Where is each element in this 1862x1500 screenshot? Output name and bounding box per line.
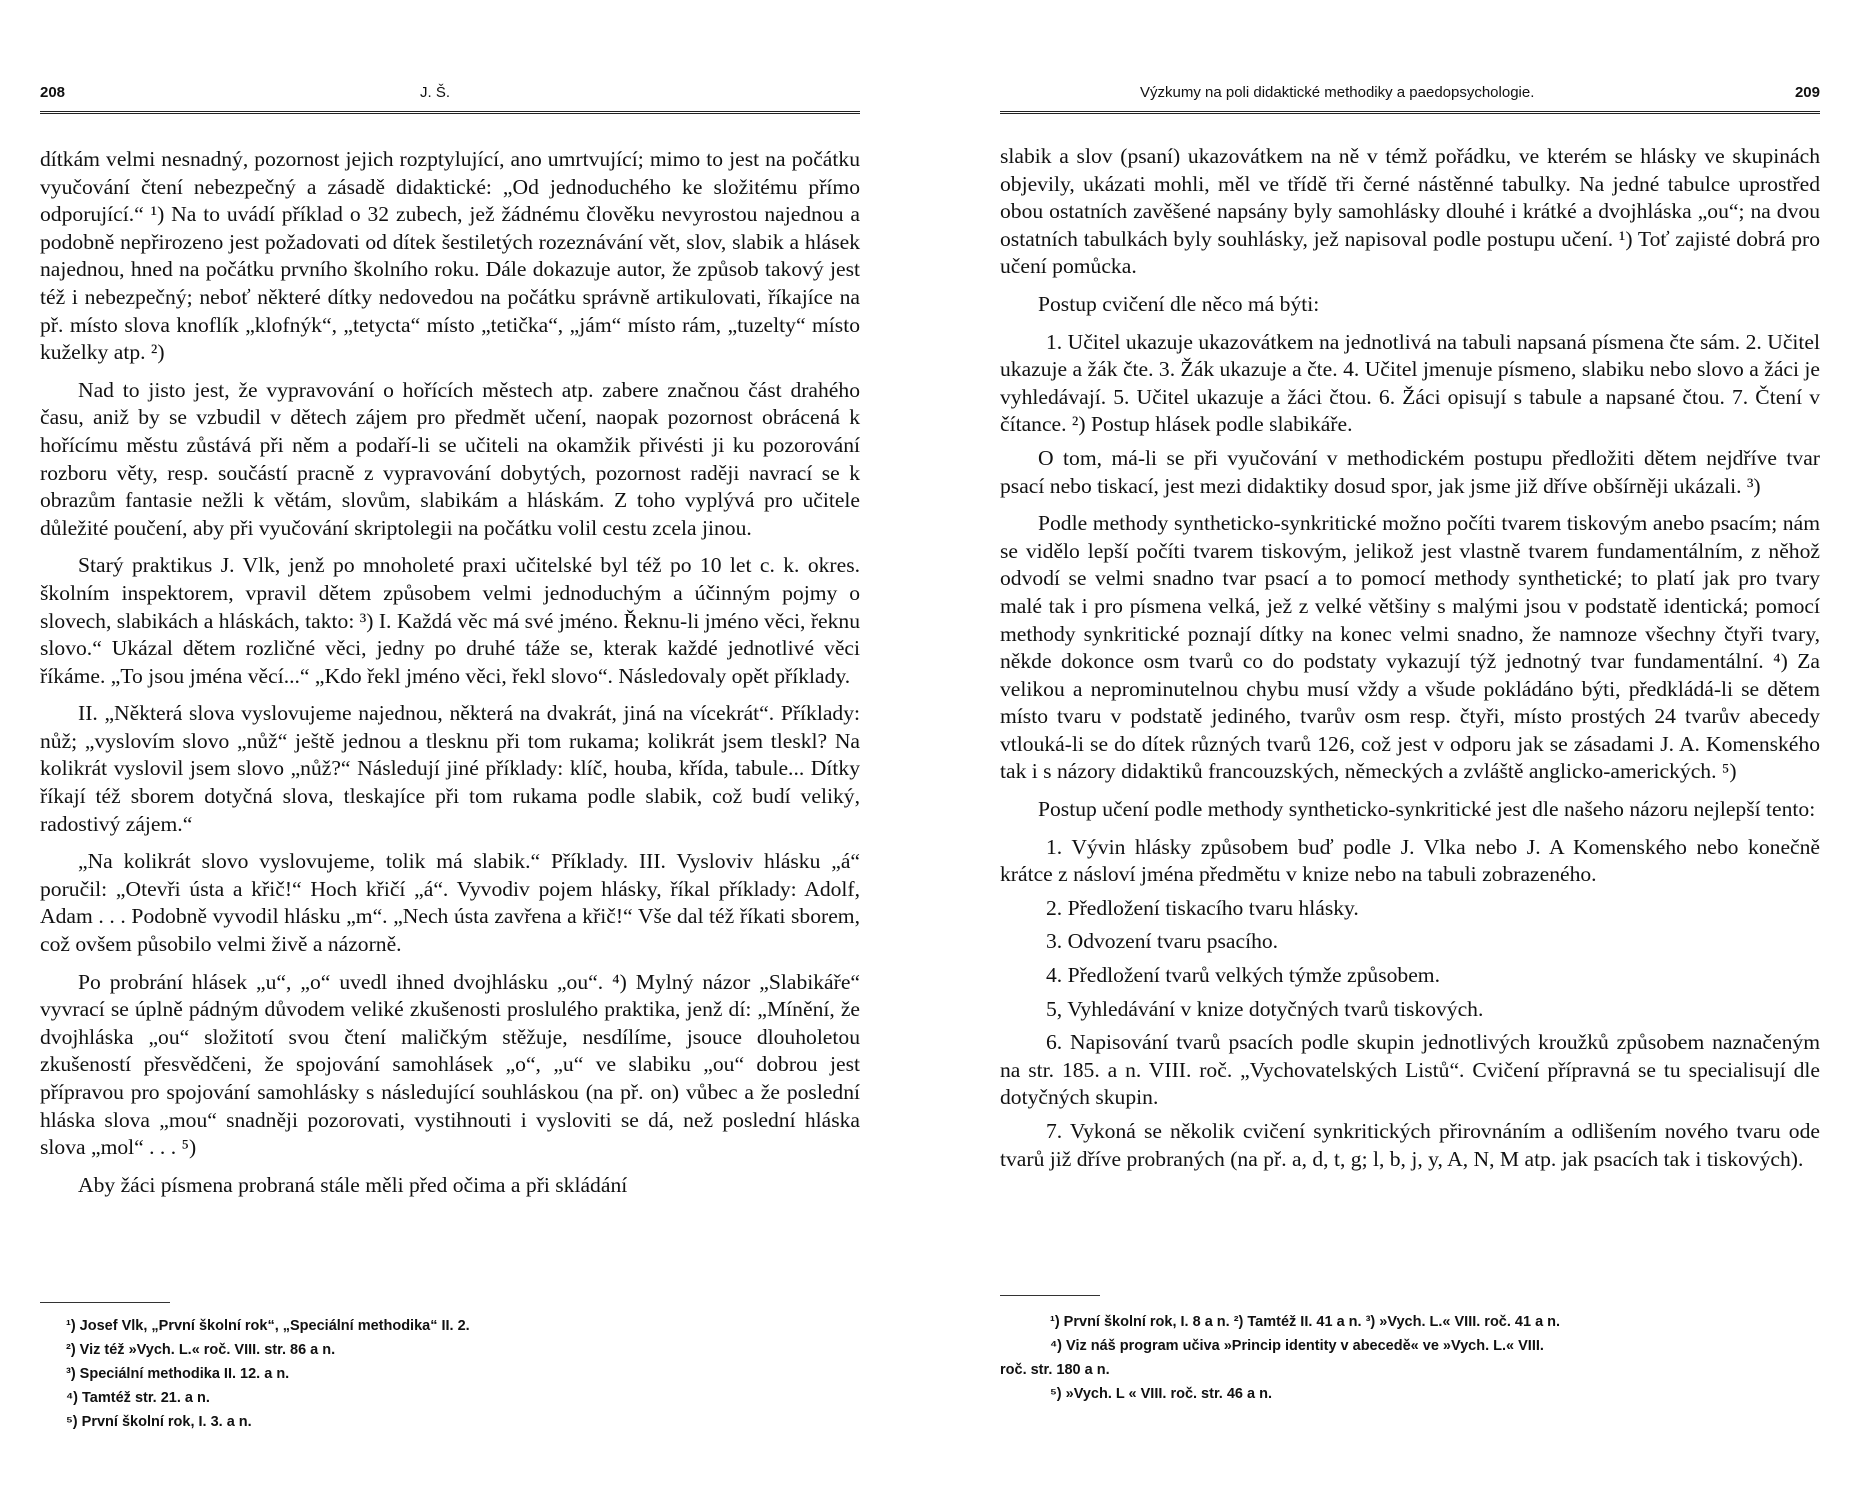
list-item: 5, Vyhledávání v knize dotyčných tvarů tiskových. [1046,996,1484,1021]
left-page-header [40,84,860,106]
paragraph: II. „Některá slova vyslovujeme najednou, některá na dvakrát, jiná na vícekrát“. Příklady: nůž; „vyslovím slovo „nůž“ ještě jednou a tlesknu při tom rukama; kolikrát jsem tleskl? Na kolikrát vyslovil jsem slovo „nůž?“ Následují jiné příklady: klíč, houba, křída, tabule... Dítky říkají též sborem dotyčná slova, tleskajíce při tom rukama podle slabik, což budí veliký, radostivý zájem.“ [40,701,860,836]
footnotes [1000,1310,1820,1406]
paragraph: slabik a slov (psaní) ukazovátkem na ně v témž pořádku, ve kterém se hlásky ve skupinách objevily, ukázati mohli, měl ve třídě tři černé nástěnné tabulky. Na jedné tabulce uprostřed obou ostatních zavěšené napsány byly samohlásky dlouhé i krátké a dvojhláska „ou“; na dvou ostatních tabulkách byly souhlásky, jež napisoval podle postupu učení. ¹) Toť zajisté dobrá pro učení pomůcka. [1000,144,1820,279]
page-number: 209 [1794,84,1820,101]
right-page-header [1000,84,1820,106]
footnote: ⁵) První školní rok, I. 3. a n. [66,1414,252,1430]
footnote: ³) Speciální methodika II. 12. a n. [66,1366,290,1382]
paragraph: O tom, má-li se při vyučování v methodickém postupu předložiti dětem nejdříve tvar psací nebo tiskací, jest mezi didaktiky dosud spor, jak jsme již dříve obšírněji ukázali. ³) [1000,445,1820,498]
paragraph: dítkám velmi nesnadný, pozornost jejich rozptylující, ano umrtvující; mimo to jest na počátku vyučování čtení nebezpečný a zásadě didaktické: „Od jednoduchého ke složitému přímo odporující.“ ¹) Na to uvádí příklad o 32 zubech, jež žádnému člověku nevyrostou najednou a podobně nepřirozeno jest požadovati od dítek šestiletých rozeznávání vět, slov, slabik a hlásek najednou, hned na počátku prvního školního roku. Dále dokazuje autor, že způsob takový jest též i nebezpečný; neboť některé dítky nedovedou na počátku správně artikulovati, říkajíce na př. místo slova knoflík „klofnýk“, „tetycta“ místo „tetička“, „jám“ místo rám, „tuzelty“ místo kuželky atp. ²) [40,147,860,365]
list-item: 6. Napisování tvarů psacích podle skupin jednotlivých kroužků způsobem naznačeným na str. 185. a n. VIII. roč. „Vychovatelských Listů“. Cvičení přípravná se tu specialisují dle dotyčných skupin. [1000,1030,1820,1110]
header-rule [40,111,860,116]
list-item: 1. Vývin hlásky způsobem buď podle J. Vlka nebo J. A Komenského nebo konečně krátce z násloví jména předmětu v knize nebo na tabuli zobrazeného. [1000,834,1820,887]
paragraph: Podle methody syntheticko-synkritické možno počíti tvarem tiskovým anebo psacím; nám se vidělo lepší počíti tvarem tiskovým, jelikož jest vlastně tvarem fundamentálním, z něhož odvodí se velmi snadno tvar psací a to pomocí methody synthetické; to platí jak pro tvary malé tak i pro písmena velká, jež z velké většiny s malými jsou v podstatě identická; pomocí methody synkritické poznají dítky na konec velmi snadno, že namnoze všechny čtyři tvary, někde dokonce osm tvarů co do podstaty vykazují týž jednotný tvar fundamentální. ⁴) Za velikou a neprominutelnou chybu musí vždy a všude pokládáno býti, předkládá-li se dětem místo tvaru v podstatě jediného, tvarův osm resp. čtyři, místo prostých 24 tvarův abecedy vtlouká-li se do dítek různých tvarů 126, což jest v odporu jak se zásadami J. A. Komenského tak i s názory didaktiků francouzských, německých a zvláště anglicko-amerických. ⁵) [1000,511,1820,784]
footnote: ⁴) Viz náš program učiva »Princip identity v abecedě« ve »Vych. L.« VIII. [1050,1338,1544,1354]
list-item: 2. Předložení tiskacího tvaru hlásky. [1046,895,1359,920]
list-item: 4. Předložení tvarů velkých týmže způsobem. [1046,963,1440,988]
paragraph: Nad to jisto jest, že vypravování o hořících městech atp. zabere značnou část drahého času, aniž by se vzbudil v dětech zájem pro předmět učení, naopak pozornost obrácená k hořícímu městu zůstává při něm a podaří-li se učiteli na okamžik přivésti ji ku pozorování rozboru věty, resp. součástí pracně z vypravování dobytých, pozornost raději navrací se k obrazům fantasie nežli k větám, slovům, slabikám a hláskám. Z toho vyplývá pro učitele důležité poučení, aby při vyučování skriptolegii na počátku volil cestu zcela jinou. [40,377,860,540]
paragraph: „Na kolikrát slovo vyslovujeme, tolik má slabik.“ Příklady. III. Vysloviv hlásku „á“ poručil: „Otevři ústa a křič!“ Hoch křičí „á“. Vyvodiv pojem hlásky, říkal příklady: Adolf, Adam . . . Podobně vyvodil hlásku „m“. „Nech ústa zavřena a křič!“ Vše dal též říkati sborem, což ovšem působilo velmi živě a názorně. [40,849,860,957]
footnote: ⁵) »Vych. L « VIII. roč. str. 46 a n. [1050,1386,1272,1402]
footnote: ¹) Josef Vlk, „První školní rok“, „Speciální methodika“ II. 2. [66,1318,470,1334]
paragraph: Starý praktikus J. Vlk, jenž po mnoholeté praxi učitelské byl též po 10 let c. k. okres. školním inspektorem, vpravil dětem způsobem velmi jednoduchým a účinným pojmy o slovech, slabikách a hláskách, takto: ³) I. Každá věc má své jméno. Řeknu-li jméno věci, řeknu slovo.“ Ukázal dětem rozličné věci, jedny po druhé táže se, kterak každé jednotlivé věci říkáme. „To jsou jména věcí...“ „Kdo řekl jméno věci, řekl slovo“. Následovaly opět příklady. [40,553,860,688]
list-item: 7. Vykoná se několik cvičení synkritických přirovnáním a odlišením nového tvaru ode tvarů již dříve probraných (na př. a, d, t, g; l, b, j, y, A, N, M atp. jak psacích tak i tiskových). [1000,1119,1820,1171]
paragraph: Postup učení podle methody syntheticko-synkritické jest dle našeho názoru nejlepší tento: [1038,797,1816,822]
footnote-rule [1000,1295,1100,1296]
paragraph: 1. Učitel ukazuje ukazovátkem na jednotlivá na tabuli napsaná písmena čte sám. 2. Učitel ukazuje a žák čte. 3. Žák ukazuje a čte. 4. Učitel jmenuje písmeno, slabiku nebo slovo a žáci je vyhledávají. 5. Učitel ukazuje a žáci čtou. 6. Žáci opisují s tabule a napsané čtou. 7. Čtení v čítance. ²) Postup hlásek podle slabikáře. [1000,329,1820,437]
right-page-body [1000,143,1820,1179]
right-page [1000,0,1820,1500]
left-page-body [40,146,860,1209]
page-number: 208 [40,84,66,101]
left-page [40,0,860,1500]
footnotes [40,1314,860,1434]
paragraph: Postup cvičení dle něco má býti: [1038,291,1320,316]
footnote: roč. str. 180 a n. [1000,1362,1110,1378]
paragraph: Po probrání hlásek „u“, „o“ uvedl ihned dvojhlásku „ou“. ⁴) Mylný názor „Slabikáře“ vyvrací se úplně pádným důvodem veliké zkušenosti proslulého praktika, jenž dí: „Mínění, že dvojhláska „ou“ složitotí svou čtení maličkým stěžuje, nesdílíme, jsouce dlouholetou zkušeností přesvědčeni, že spojování samohlásek „o“, „u“ ve slabiku „ou“ dobrou jest přípravou pro spojování samohlásky s následující souhláskou (na př. on) vůbec a že poslední hláska slova „mou“ snadněji pozorovati, vystihnouti i vysloviti se dá, než poslední hláska slova „mol“ . . . ⁵) [40,969,860,1160]
footnote: ¹) První školní rok, I. 8 a n. ²) Tamtéž II. 41 a n. ³) »Vych. L.« VIII. roč. 41 a n. [1050,1314,1561,1330]
list-item: 3. Odvození tvaru psacího. [1046,929,1279,954]
running-head: Výzkumy na poli didaktické methodiky a paedopsychologie. [1140,84,1535,101]
footnote: ⁴) Tamtéž str. 21. a n. [66,1390,210,1406]
running-head: J. Š. [420,84,451,101]
footnote: ²) Viz též »Vych. L.« roč. VIII. str. 86 a n. [66,1342,336,1358]
header-rule [1000,111,1820,116]
paragraph: Aby žáci písmena probraná stále měli před očima a při skládání [78,1172,628,1197]
footnote-rule [40,1302,170,1303]
